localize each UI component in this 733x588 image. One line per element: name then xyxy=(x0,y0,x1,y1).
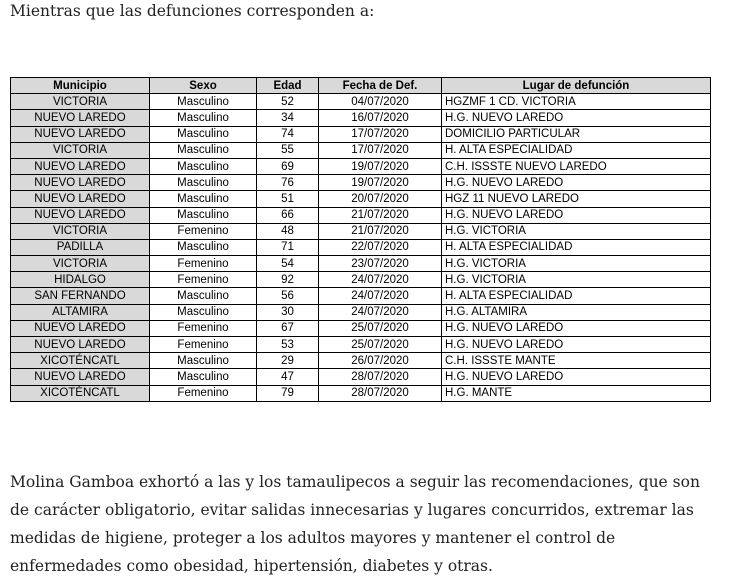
cell-fecha: 04/07/2020 xyxy=(319,94,442,110)
table-row xyxy=(11,175,711,191)
table-row xyxy=(11,239,711,255)
cell-lugar: H.G. NUEVO LAREDO xyxy=(442,369,711,385)
cell-municipio: XICOTÉNCATL xyxy=(11,353,150,369)
table-row xyxy=(11,158,711,174)
cell-municipio: PADILLA xyxy=(11,239,150,255)
cell-edad: 54 xyxy=(257,256,319,272)
cell-lugar: H.G. NUEVO LAREDO xyxy=(442,207,711,223)
intro-text: Mientras que las defunciones corresponden a: xyxy=(10,2,375,20)
cell-sexo: Masculino xyxy=(150,126,257,142)
header-sexo: Sexo xyxy=(150,78,257,94)
table-row xyxy=(11,272,711,288)
cell-fecha: 24/07/2020 xyxy=(319,288,442,304)
cell-lugar: C.H. ISSSTE NUEVO LAREDO xyxy=(442,158,711,174)
cell-fecha: 24/07/2020 xyxy=(319,272,442,288)
cell-sexo: Masculino xyxy=(150,110,257,126)
cell-sexo: Masculino xyxy=(150,158,257,174)
header-fecha: Fecha de Def. xyxy=(319,78,442,94)
cell-lugar: H.G. VICTORIA xyxy=(442,256,711,272)
cell-municipio: ALTAMIRA xyxy=(11,304,150,320)
cell-sexo: Masculino xyxy=(150,207,257,223)
cell-sexo: Masculino xyxy=(150,304,257,320)
cell-edad: 76 xyxy=(257,175,319,191)
cell-fecha: 28/07/2020 xyxy=(319,385,442,401)
cell-lugar: DOMICILIO PARTICULAR xyxy=(442,126,711,142)
deaths-table xyxy=(10,77,711,402)
table-row xyxy=(11,126,711,142)
cell-fecha: 17/07/2020 xyxy=(319,126,442,142)
cell-fecha: 24/07/2020 xyxy=(319,304,442,320)
cell-edad: 34 xyxy=(257,110,319,126)
cell-edad: 30 xyxy=(257,304,319,320)
cell-lugar: HGZ 11 NUEVO LAREDO xyxy=(442,191,711,207)
cell-sexo: Femenino xyxy=(150,385,257,401)
cell-sexo: Masculino xyxy=(150,288,257,304)
table-row xyxy=(11,223,711,239)
cell-municipio: VICTORIA xyxy=(11,142,150,158)
cell-municipio: NUEVO LAREDO xyxy=(11,337,150,353)
table-row xyxy=(11,385,711,401)
cell-lugar: HGZMF 1 CD. VICTORIA xyxy=(442,94,711,110)
cell-fecha: 19/07/2020 xyxy=(319,175,442,191)
cell-municipio: HIDALGO xyxy=(11,272,150,288)
cell-municipio: XICOTÉNCATL xyxy=(11,385,150,401)
table-row xyxy=(11,304,711,320)
cell-sexo: Masculino xyxy=(150,239,257,255)
cell-municipio: NUEVO LAREDO xyxy=(11,191,150,207)
table-row xyxy=(11,110,711,126)
cell-municipio: NUEVO LAREDO xyxy=(11,126,150,142)
cell-municipio: VICTORIA xyxy=(11,256,150,272)
cell-lugar: H.G. NUEVO LAREDO xyxy=(442,110,711,126)
cell-lugar: H.G. MANTE xyxy=(442,385,711,401)
cell-municipio: NUEVO LAREDO xyxy=(11,175,150,191)
cell-fecha: 21/07/2020 xyxy=(319,223,442,239)
cell-fecha: 28/07/2020 xyxy=(319,369,442,385)
table-header-row xyxy=(11,78,711,94)
cell-municipio: NUEVO LAREDO xyxy=(11,369,150,385)
cell-edad: 69 xyxy=(257,158,319,174)
cell-municipio: VICTORIA xyxy=(11,223,150,239)
table-row xyxy=(11,94,711,110)
cell-edad: 48 xyxy=(257,223,319,239)
table-row xyxy=(11,353,711,369)
cell-fecha: 17/07/2020 xyxy=(319,142,442,158)
table-row xyxy=(11,142,711,158)
cell-edad: 47 xyxy=(257,369,319,385)
header-lugar: Lugar de defunción xyxy=(442,78,711,94)
cell-edad: 71 xyxy=(257,239,319,255)
cell-fecha: 25/07/2020 xyxy=(319,337,442,353)
cell-sexo: Masculino xyxy=(150,353,257,369)
cell-sexo: Masculino xyxy=(150,369,257,385)
cell-fecha: 21/07/2020 xyxy=(319,207,442,223)
cell-lugar: H.G. VICTORIA xyxy=(442,223,711,239)
cell-edad: 92 xyxy=(257,272,319,288)
body-paragraph: Molina Gamboa exhortó a las y los tamaulipecos a seguir las recomendaciones, que son de carácter obligatorio, evitar salidas innecesarias y lugares concurridos, extremar las medidas de higiene, proteger a los adultos mayores y mantener el control de enfermedades como obesidad, hipertensión, diabetes y otras. xyxy=(10,473,700,575)
table-row xyxy=(11,369,711,385)
cell-lugar: H. ALTA ESPECIALIDAD xyxy=(442,288,711,304)
cell-edad: 29 xyxy=(257,353,319,369)
cell-edad: 55 xyxy=(257,142,319,158)
cell-fecha: 19/07/2020 xyxy=(319,158,442,174)
cell-sexo: Masculino xyxy=(150,191,257,207)
table-row xyxy=(11,256,711,272)
cell-lugar: H. ALTA ESPECIALIDAD xyxy=(442,142,711,158)
cell-fecha: 23/07/2020 xyxy=(319,256,442,272)
cell-edad: 56 xyxy=(257,288,319,304)
cell-fecha: 26/07/2020 xyxy=(319,353,442,369)
cell-fecha: 20/07/2020 xyxy=(319,191,442,207)
cell-lugar: H.G. NUEVO LAREDO xyxy=(442,337,711,353)
cell-municipio: NUEVO LAREDO xyxy=(11,110,150,126)
cell-edad: 79 xyxy=(257,385,319,401)
cell-edad: 67 xyxy=(257,320,319,336)
cell-lugar: C.H. ISSSTE MANTE xyxy=(442,353,711,369)
cell-sexo: Femenino xyxy=(150,272,257,288)
table-row xyxy=(11,337,711,353)
cell-lugar: H.G. NUEVO LAREDO xyxy=(442,175,711,191)
table-row xyxy=(11,288,711,304)
table-row xyxy=(11,320,711,336)
cell-sexo: Masculino xyxy=(150,175,257,191)
cell-municipio: NUEVO LAREDO xyxy=(11,207,150,223)
table-row xyxy=(11,207,711,223)
cell-edad: 66 xyxy=(257,207,319,223)
cell-lugar: H. ALTA ESPECIALIDAD xyxy=(442,239,711,255)
cell-municipio: VICTORIA xyxy=(11,94,150,110)
cell-edad: 74 xyxy=(257,126,319,142)
cell-sexo: Femenino xyxy=(150,337,257,353)
cell-lugar: H.G. NUEVO LAREDO xyxy=(442,320,711,336)
cell-fecha: 22/07/2020 xyxy=(319,239,442,255)
header-municipio: Municipio xyxy=(11,78,150,94)
cell-municipio: SAN FERNANDO xyxy=(11,288,150,304)
cell-sexo: Femenino xyxy=(150,320,257,336)
cell-lugar: H.G. ALTAMIRA xyxy=(442,304,711,320)
cell-edad: 51 xyxy=(257,191,319,207)
cell-sexo: Masculino xyxy=(150,142,257,158)
cell-municipio: NUEVO LAREDO xyxy=(11,158,150,174)
cell-edad: 52 xyxy=(257,94,319,110)
cell-lugar: H.G. VICTORIA xyxy=(442,272,711,288)
header-edad: Edad xyxy=(257,78,319,94)
cell-edad: 53 xyxy=(257,337,319,353)
cell-fecha: 16/07/2020 xyxy=(319,110,442,126)
table-body xyxy=(11,94,711,402)
cell-sexo: Femenino xyxy=(150,223,257,239)
cell-sexo: Masculino xyxy=(150,94,257,110)
cell-municipio: NUEVO LAREDO xyxy=(11,320,150,336)
cell-sexo: Femenino xyxy=(150,256,257,272)
table-row xyxy=(11,191,711,207)
cell-fecha: 25/07/2020 xyxy=(319,320,442,336)
